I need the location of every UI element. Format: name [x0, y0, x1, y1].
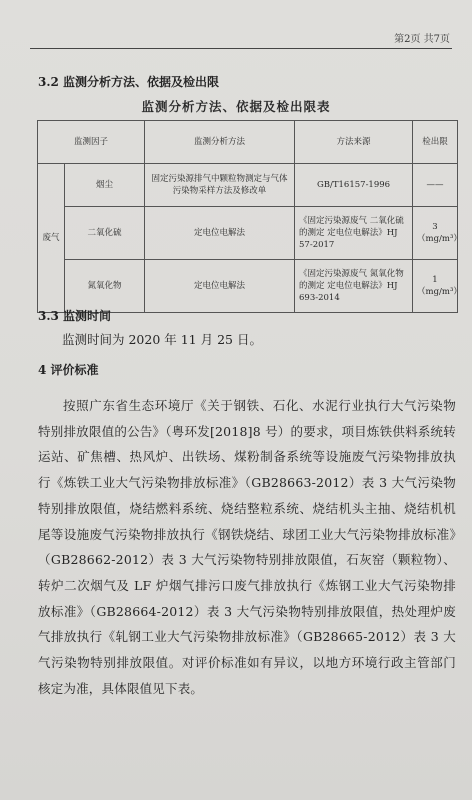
table-title: 监测分析方法、依据及检出限表 — [141, 99, 331, 114]
category-cell: 废气 — [38, 164, 65, 313]
method-cell: 固定污染源排气中颗粒物测定与气体污染物采样方法及修改单 — [145, 164, 295, 207]
header-factor: 监测因子 — [38, 121, 145, 164]
factor-cell: 二氧化硫 — [65, 207, 145, 260]
table-row — [38, 207, 458, 260]
table-row — [38, 260, 458, 313]
section-heading-3-3: 3.3 监测时间 — [38, 309, 112, 323]
evaluation-standard-paragraph: 按照广东省生态环境厅《关于钢铁、石化、水泥行业执行大气污染物特别排放限值的公告》（粤环发[2018]8 号）的要求，项目炼铁供料系统转运站、矿焦槽、热风炉、出铁场、煤粉制备系统等设施废气污染物排放执行《炼铁工业大气污染物排放标准》（GB28663-2012）表 3 大气污染物特别排放限值，烧结燃料系统、烧结整粒系统、烧结机头主抽、烧结机机尾等设施废气污染物排放执行《钢铁烧结、球团工业大气污染物排放标准》（GB28662-2012）表 3 大气污染物特别排放限值，石灰窑（颗粒物）、转炉二次烟气及 LF 炉烟气排污口废气排放执行《炼钢工业大气污染物排放标准》（GB28664-2012）表 3 大气污染物特别排放限值，热处理炉废气排放执行《轧钢工业大气污染物排放标准》（GB28665-2012）表 3 大气污染物特别排放限值。对评价标准如有异议，以地方环境行政主管部门核定为准，具体限值见下表。 — [38, 398, 456, 696]
source-cell: GB/T16157-1996 — [295, 164, 413, 207]
limit-cell: —— — [413, 164, 458, 207]
table-row — [38, 164, 458, 207]
limit-cell: 1（mg/m³） — [413, 260, 458, 313]
source-cell: 《固定污染源废气 氮氧化物的测定 定电位电解法》HJ 693-2014 — [295, 260, 413, 313]
section-heading-4: 4 评价标准 — [38, 363, 99, 377]
limits-table — [37, 120, 462, 313]
header-method: 监测分析方法 — [145, 121, 295, 164]
header-limit: 检出限 — [413, 121, 458, 164]
section-heading-3-2: 3.2 监测分析方法、依据及检出限 — [38, 75, 220, 89]
factor-cell: 烟尘 — [65, 164, 145, 207]
monitor-time-text: 监测时间为 2020 年 11 月 25 日。 — [62, 332, 262, 347]
factor-cell: 氮氧化物 — [65, 260, 145, 313]
limit-cell: 3（mg/m³） — [413, 207, 458, 260]
page-number: 第2页 共7页 — [394, 34, 450, 45]
method-cell: 定电位电解法 — [145, 260, 295, 313]
method-cell: 定电位电解法 — [145, 207, 295, 260]
header-divider — [30, 48, 452, 49]
header-source: 方法来源 — [295, 121, 413, 164]
source-cell: 《固定污染源废气 二氧化硫的测定 定电位电解法》HJ 57-2017 — [295, 207, 413, 260]
